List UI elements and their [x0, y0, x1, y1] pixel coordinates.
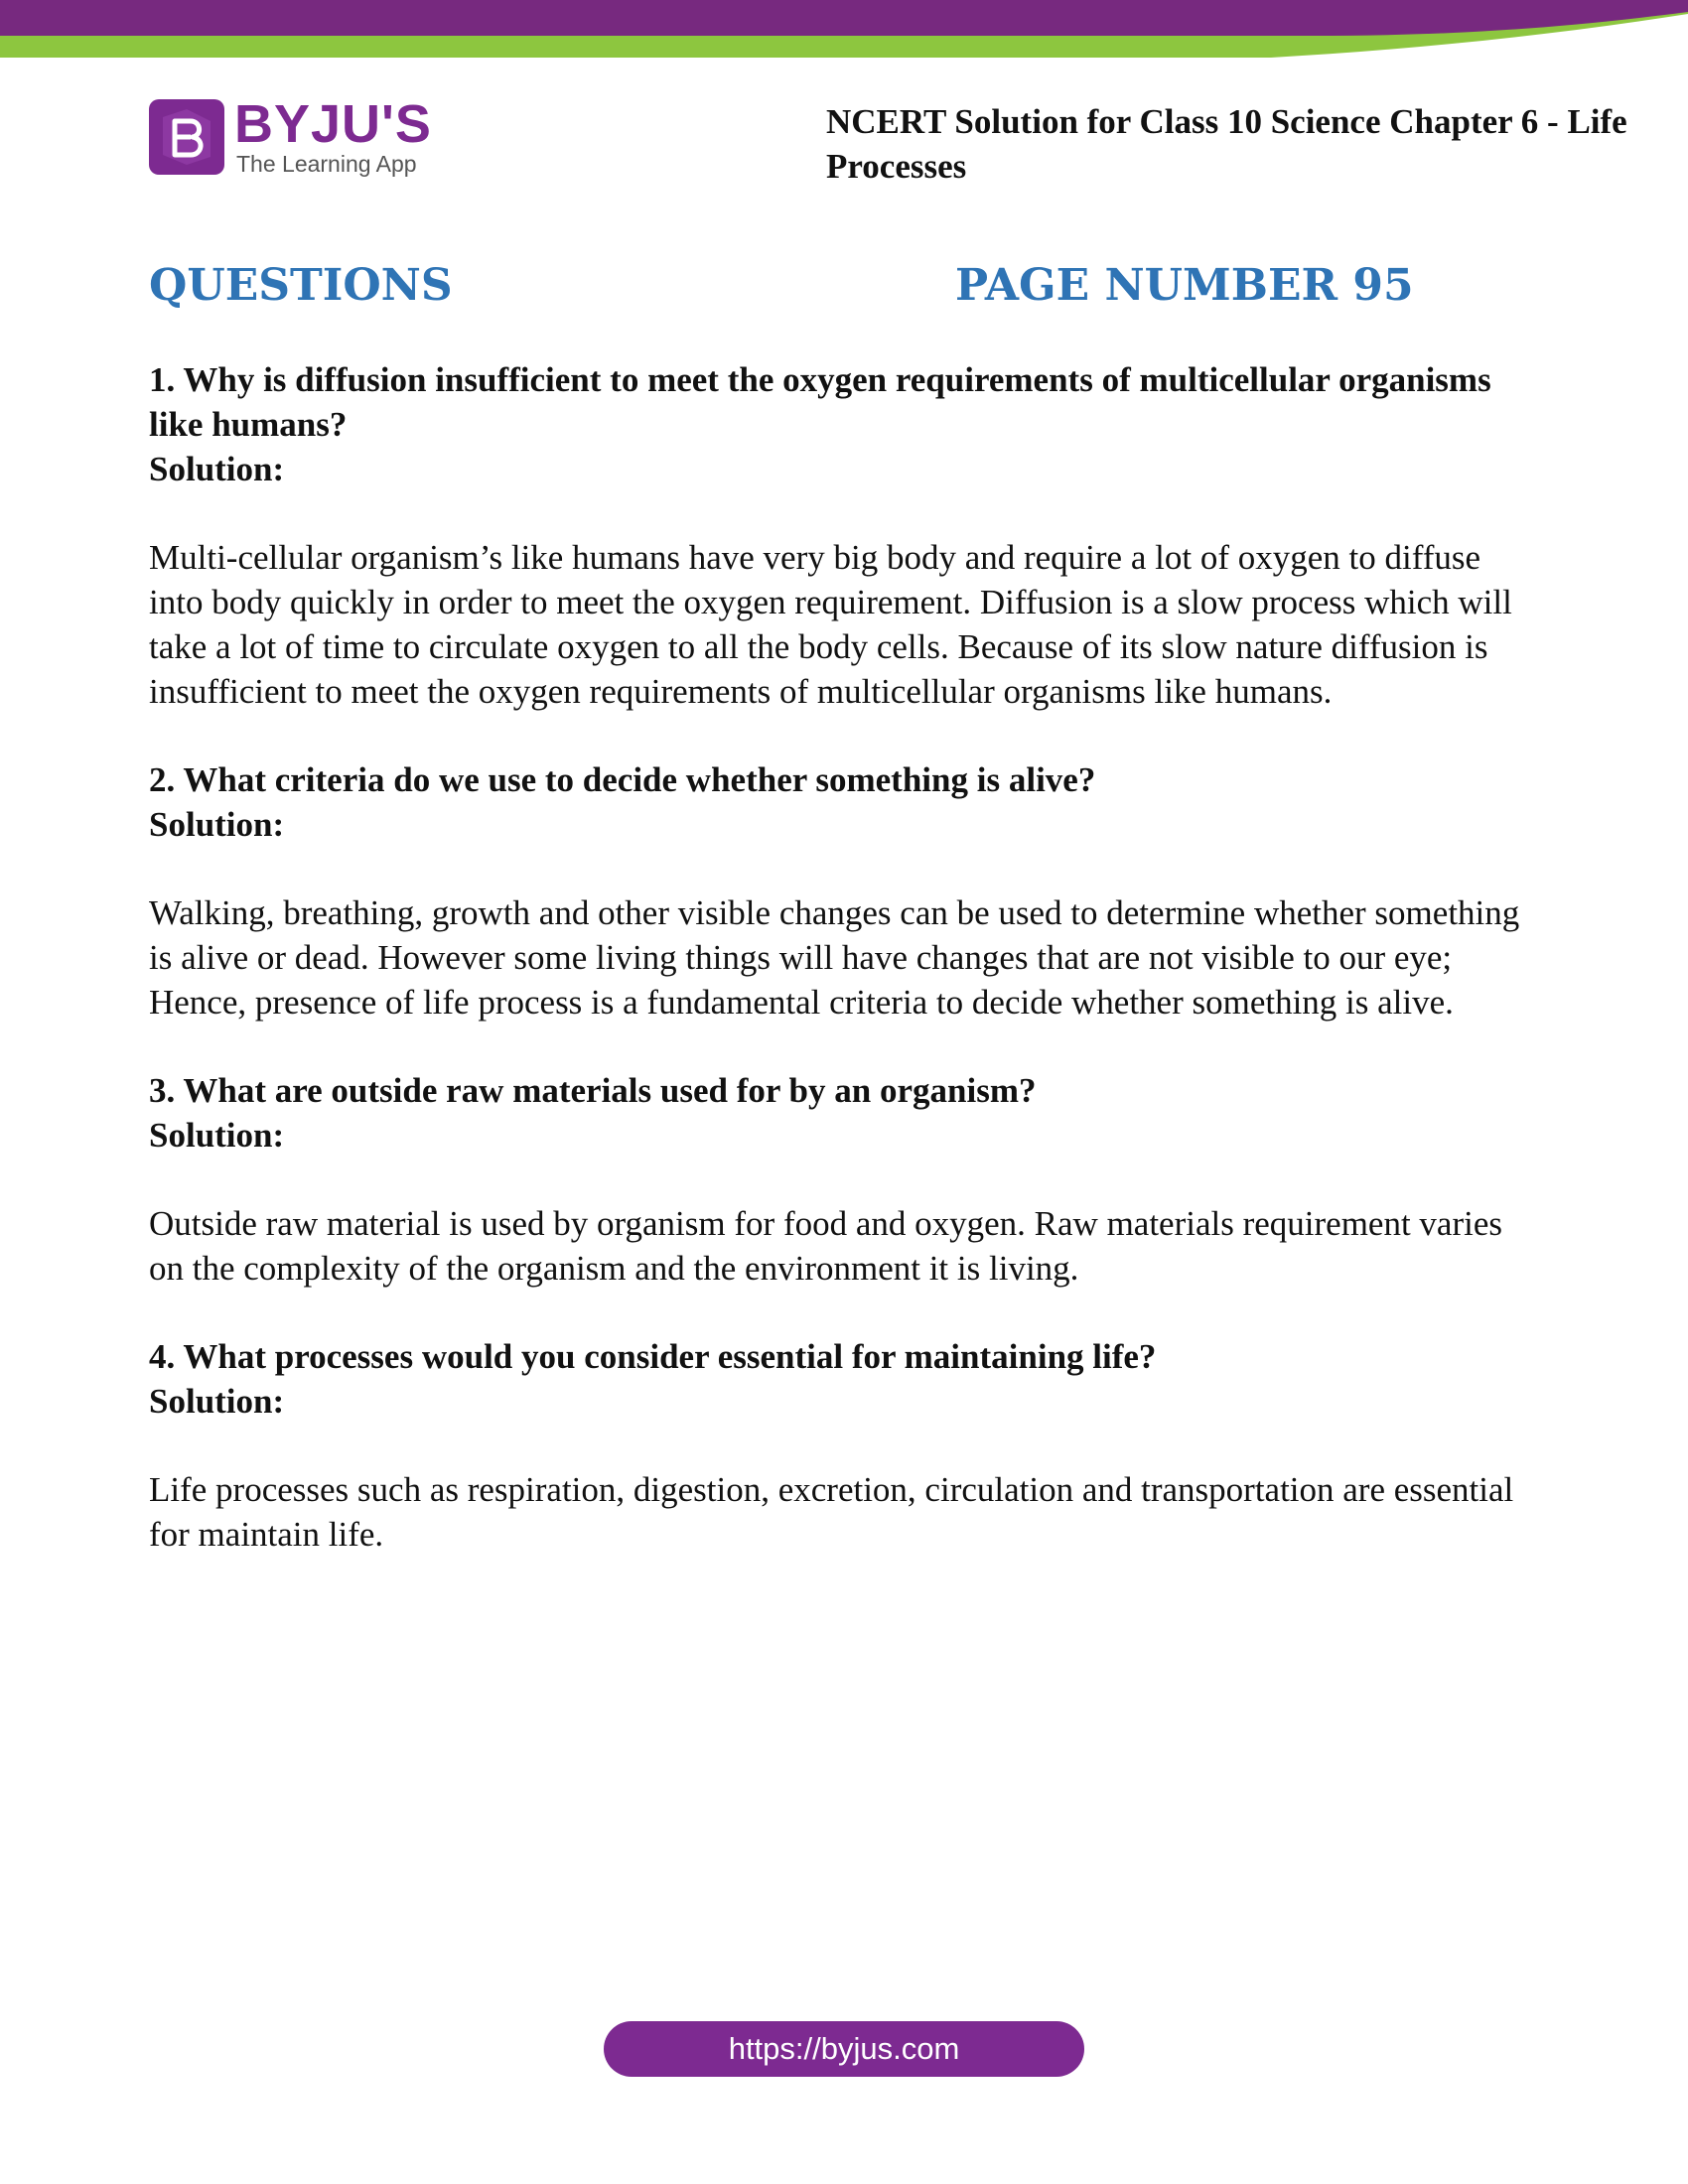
questions-list	[149, 357, 1539, 1600]
logo-tagline: The Learning App	[236, 151, 417, 177]
section-label-questions: QUESTIONS	[149, 260, 453, 311]
logo-b-icon	[149, 99, 224, 175]
question-text: 1. Why is diffusion insufficient to meet the oxygen requirements of multicellular organisms like humans?	[149, 360, 1491, 444]
document-title: NCERT Solution for Class 10 Science Chapter 6 - Life Processes	[826, 102, 1627, 186]
solution-label: Solution:	[149, 1382, 285, 1421]
byjus-logo	[149, 94, 447, 179]
question-text: 2. What criteria do we use to decide whether something is alive?	[149, 760, 1096, 799]
section-label-page-number: PAGE NUMBER 95	[955, 260, 1414, 311]
answer-text: Walking, breathing, growth and other visible changes can be used to determine whether something is alive or dead. However some living things will have changes that are not visible to our eye; Hence, presence of life process is a fundamental criteria to decide whether something is alive.	[149, 893, 1520, 1022]
question-block	[149, 1068, 1539, 1291]
answer-text: Multi-cellular organism’s like humans have very big body and require a lot of oxygen to diffuse into body quickly in order to meet the oxygen requirement. Diffusion is a slow process which will take a lot of time to circulate oxygen to all the body cells. Because of its slow nature diffusion is insufficient to meet the oxygen requirements of multicellular organisms like humans.	[149, 538, 1512, 711]
solution-label: Solution:	[149, 450, 285, 488]
question-block	[149, 1334, 1539, 1557]
question-text: 4. What processes would you consider essential for maintaining life?	[149, 1337, 1157, 1376]
answer-text: Outside raw material is used by organism for food and oxygen. Raw materials requirement varies on the complexity of the organism and the environment it is living.	[149, 1204, 1503, 1288]
question-block	[149, 357, 1539, 714]
logo-wordmark: BYJU'S	[234, 94, 432, 154]
answer-text: Life processes such as respiration, digestion, excretion, circulation and transportation are essential for maintain life.	[149, 1470, 1514, 1554]
solution-label: Solution:	[149, 805, 285, 844]
footer-url-link[interactable]: https://byjus.com	[604, 2021, 1084, 2077]
question-text: 3. What are outside raw materials used for by an organism?	[149, 1071, 1037, 1110]
solution-label: Solution:	[149, 1116, 285, 1155]
top-decorative-band	[0, 0, 1688, 60]
question-block	[149, 757, 1539, 1024]
